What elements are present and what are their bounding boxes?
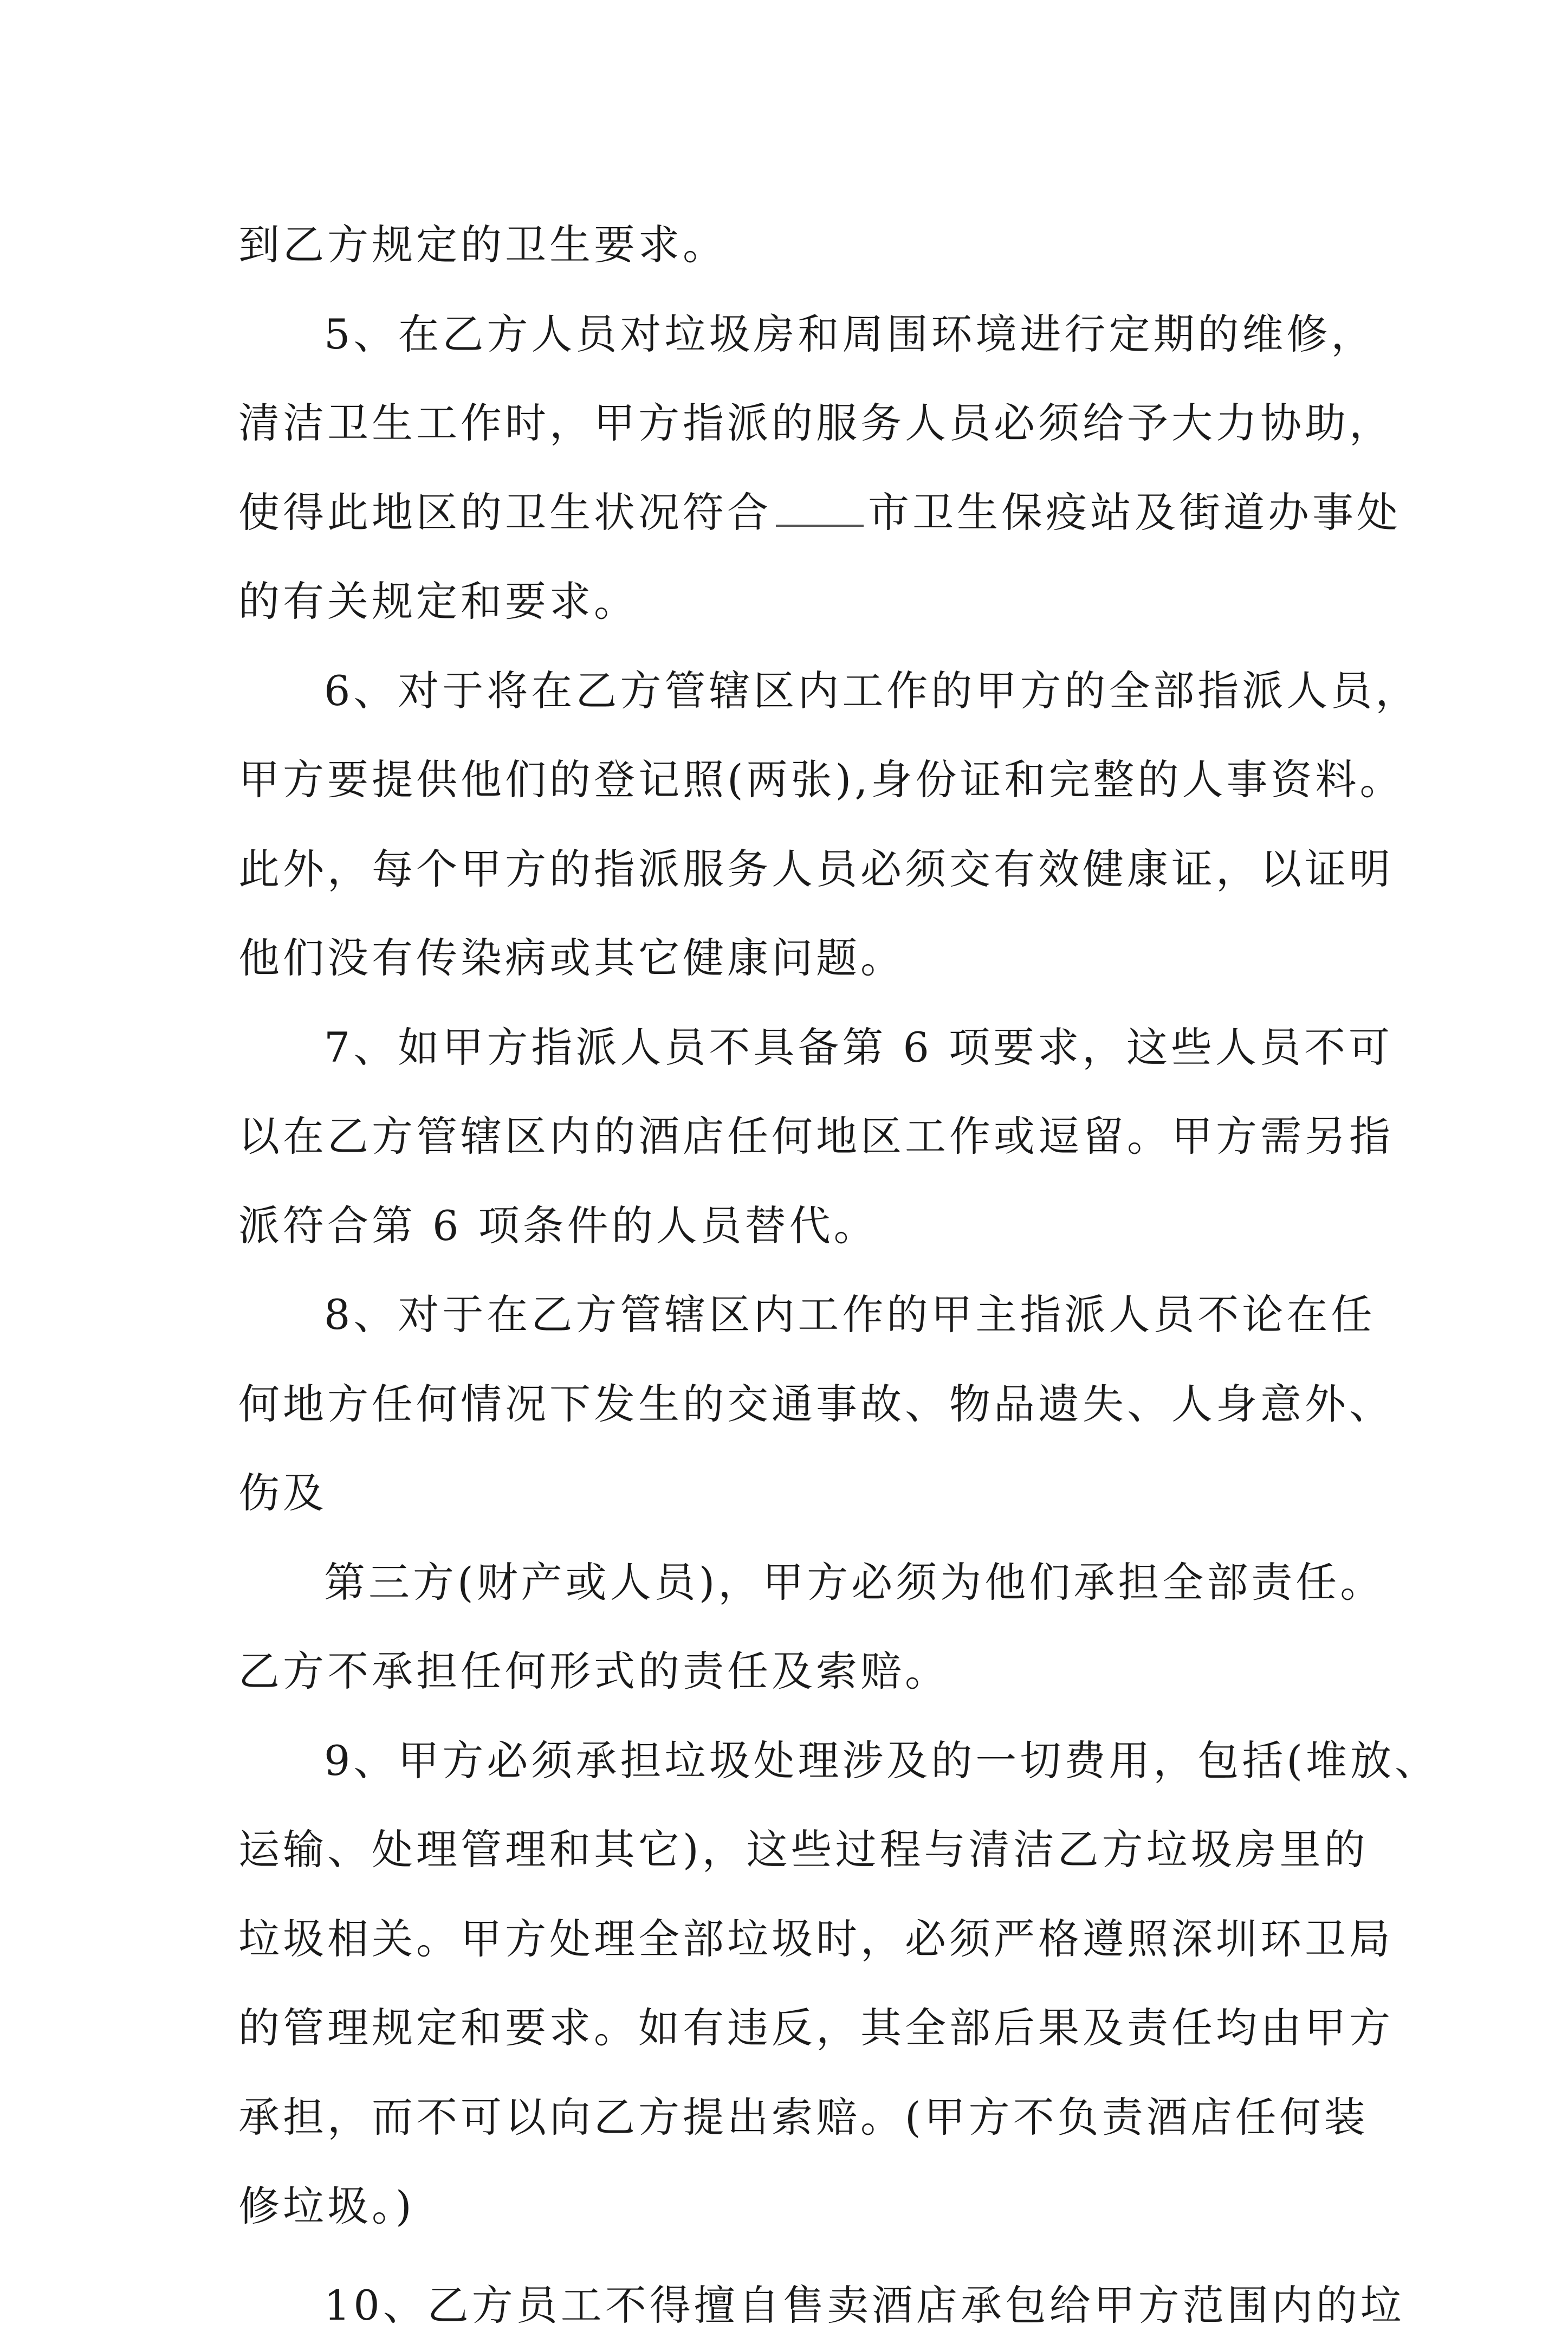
line-text: 的有关规定和要求。 xyxy=(238,577,638,625)
line-text: 使得此地区的卫生状况符合 xyxy=(238,488,772,537)
clause-10-line-1 xyxy=(238,2261,1355,2350)
clause-5-line-1 xyxy=(238,290,1355,379)
text-line xyxy=(238,468,1355,558)
text-line xyxy=(238,1984,1355,2073)
text-line xyxy=(238,1627,1355,1716)
text-line xyxy=(238,1538,1355,1628)
text-line xyxy=(238,1805,1355,1895)
line-text: 以在乙方管辖区内的酒店任何地区工作或逗留。甲方需另指 xyxy=(238,1112,1394,1160)
clause-9-line-1 xyxy=(238,1716,1355,1806)
text-line xyxy=(238,201,1355,290)
line-text: 修垃圾。) xyxy=(238,2182,415,2230)
line-text: 9、甲方必须承担垃圾处理涉及的一切费用，包括(堆放、 xyxy=(324,1736,1439,1785)
line-text: 乙方不承担任何形式的责任及索赔。 xyxy=(238,1647,949,1695)
text-line xyxy=(238,1360,1355,1449)
line-text: 甲方要提供他们的登记照(两张),身份证和完整的人事资料。 xyxy=(238,756,1404,804)
text-line xyxy=(238,1092,1355,1182)
line-text: 垃圾相关。甲方处理全部垃圾时，必须严格遵照深圳环卫局 xyxy=(238,1915,1394,1963)
line-text: 此外，每个甲方的指派服务人员必须交有效健康证，以证明 xyxy=(238,845,1394,893)
text-line xyxy=(238,914,1355,1003)
line-text: 市卫生保疫站及街道办事处 xyxy=(868,488,1401,537)
line-text: 伤及 xyxy=(238,1469,327,1517)
text-line xyxy=(238,2162,1355,2251)
line-text: 他们没有传染病或其它健康问题。 xyxy=(238,934,905,982)
line-text: 的管理规定和要求。如有违反，其全部后果及责任均由甲方 xyxy=(238,2004,1394,2052)
text-line xyxy=(238,379,1355,468)
document-body xyxy=(238,201,1355,2350)
clause-6-line-1 xyxy=(238,647,1355,736)
text-line xyxy=(238,825,1355,914)
line-text: 第三方(财产或人员)，甲方必须为他们承担全部责任。 xyxy=(324,1558,1384,1606)
text-line xyxy=(238,557,1355,647)
line-text: 10、乙方员工不得擅自售卖酒店承包给甲方范围内的垃 xyxy=(324,2281,1405,2329)
line-text: 清洁卫生工作时，甲方指派的服务人员必须给予大力协助， xyxy=(238,399,1394,447)
line-text: 派符合第 6 项条件的人员替代。 xyxy=(238,1202,878,1250)
text-line xyxy=(238,1895,1355,1984)
line-text: 7、如甲方指派人员不具备第 6 项要求，这些人员不可 xyxy=(324,1023,1393,1071)
clause-8-line-1 xyxy=(238,1270,1355,1360)
clause-7-line-1 xyxy=(238,1003,1355,1093)
line-text: 8、对于在乙方管辖区内工作的甲主指派人员不论在任 xyxy=(324,1290,1375,1339)
text-line xyxy=(238,2073,1355,2162)
blank-underline xyxy=(776,522,864,527)
line-text: 5、在乙方人员对垃圾房和周围环境进行定期的维修， xyxy=(324,310,1375,358)
line-text: 到乙方规定的卫生要求。 xyxy=(238,221,727,269)
line-text: 何地方任何情况下发生的交通事故、物品遗失、人身意外、 xyxy=(238,1380,1394,1428)
text-line xyxy=(238,735,1355,825)
text-line xyxy=(238,1449,1355,1538)
text-line xyxy=(238,1182,1355,1271)
line-text: 6、对于将在乙方管辖区内工作的甲方的全部指派人员， xyxy=(324,667,1420,715)
line-text: 运输、处理管理和其它)，这些过程与清洁乙方垃圾房里的 xyxy=(238,1825,1369,1874)
line-text: 承担，而不可以向乙方提出索赔。(甲方不负责酒店任何装 xyxy=(238,2093,1369,2141)
